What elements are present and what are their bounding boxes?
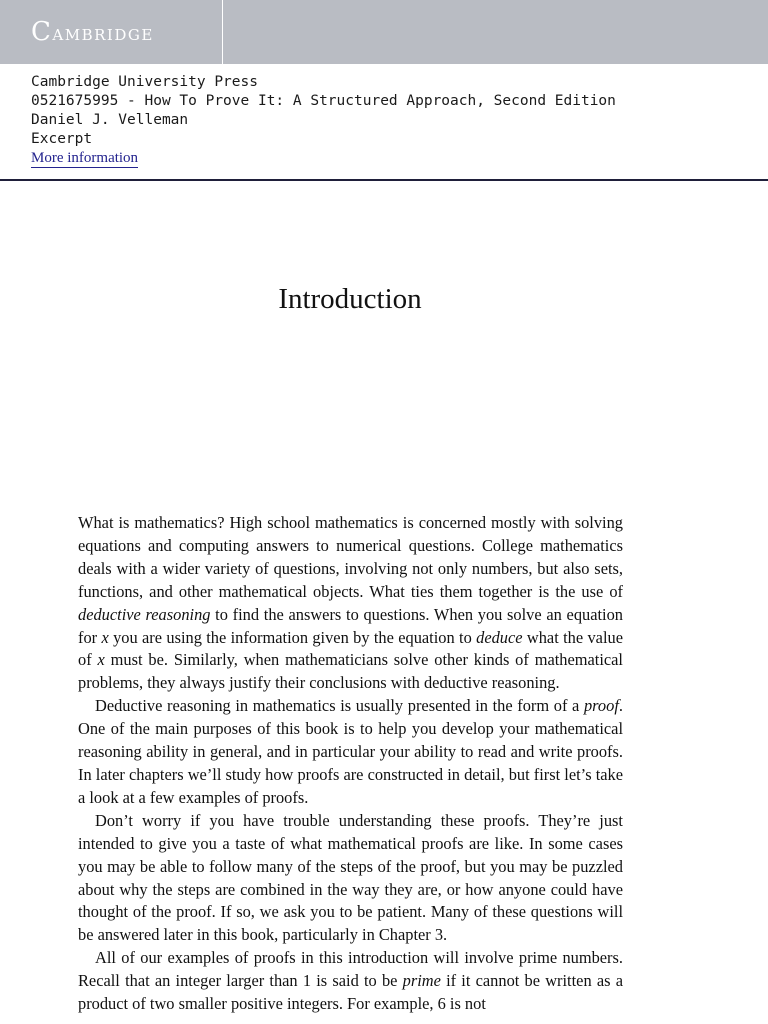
cambridge-logo: [31, 18, 154, 47]
author-line: Daniel J. Velleman: [31, 112, 189, 128]
body-text: [78, 512, 623, 1016]
excerpt-line: Excerpt: [31, 131, 93, 147]
logo-rest: ambridge: [52, 21, 154, 45]
emphasized-text: deduce: [476, 627, 523, 647]
emphasized-text: prime: [402, 971, 441, 991]
header-rule: [0, 179, 768, 181]
text-run: must be. Similarly, when mathematicians solve other kinds of mathematical problems, they always justify their conclusions with deductive reasoning.: [78, 650, 623, 693]
header-bar: [0, 0, 768, 64]
chapter-title: Introduction: [278, 283, 422, 315]
paragraph: [78, 512, 623, 695]
emphasized-text: deductive reasoning: [78, 604, 211, 624]
text-run: to find the answers to questions. When you solve an equation for: [78, 604, 623, 647]
text-run: if it cannot be written as a product of two smaller positive integers. For example, 6 is not: [78, 971, 623, 1014]
book-title-line: 0521675995 - How To Prove It: A Structured Approach, Second Edition: [31, 93, 616, 109]
text-run: . One of the main purposes of this book is to help you develop your mathematical reasoning ability in general, and in particular your ability to read and write proofs. In later chapters we’ll study how proofs are constructed in detail, but first let’s take a look at a few examples of proofs.: [78, 696, 623, 807]
paragraph: [78, 947, 623, 1016]
text-run: Deductive reasoning in mathematics is usually presented in the form of a: [95, 696, 584, 716]
publisher-line: Cambridge University Press: [31, 74, 258, 90]
text-run: you are using the information given by the equation to: [108, 627, 477, 647]
text-run: All of our examples of proofs in this introduction will involve prime numbers. Recall that an integer larger than 1 is said to be: [78, 948, 623, 991]
text-run: Don’t worry if you have trouble understanding these proofs. They’re just intended to give you a taste of what mathematical proofs are like. In some cases you may be able to follow many of the steps of the proof, but you may be puzzled about why the steps are combined in the way they are, or how anyone could have thought of the proof. If so, we ask you to be patient. Many of these questions will be answered later in this book, particularly in Chapter 3.: [78, 810, 623, 945]
paragraph: [78, 810, 623, 947]
logo-initial: C: [31, 17, 53, 47]
emphasized-text: proof: [583, 696, 619, 716]
book-metadata: [31, 73, 616, 168]
paragraph: [78, 695, 623, 810]
emphasized-text: x: [97, 650, 105, 670]
text-run: what the value of: [78, 627, 623, 670]
text-run: What is mathematics? High school mathematics is concerned mostly with solving equations and computing answers to numerical questions. College mathematics deals with a wider variety of questions, involving not only numbers, but also sets, functions, and other mathematical objects. What ties them together is the use of: [78, 513, 623, 601]
emphasized-text: x: [101, 627, 109, 647]
more-information-link[interactable]: More information: [31, 150, 139, 166]
header-divider: [222, 0, 223, 64]
